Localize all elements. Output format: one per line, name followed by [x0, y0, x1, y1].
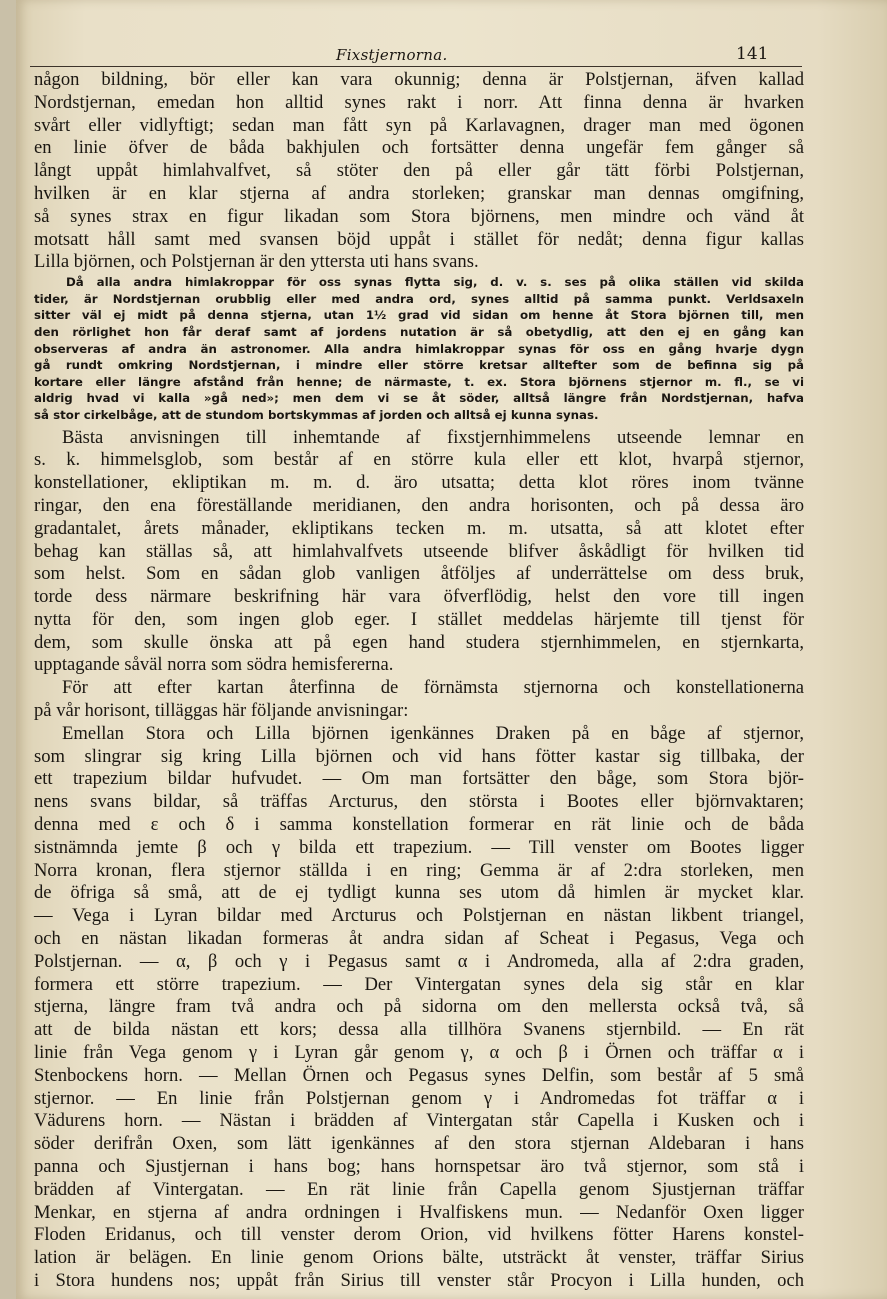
text-line: formera ett större trapezium. — Der Vintergatan synes dela sig står en klar	[34, 973, 804, 995]
text-line: som slingrar sig kring Lilla björnen och vid hans fötter kastar sig tillbaka, der	[34, 745, 804, 767]
paragraph-polstjernan	[34, 69, 804, 274]
text-line: Polstjernan. — α, β och γ i Pegasus samt α i Andromeda, alla af 2:dra graden,	[34, 950, 804, 972]
text-line: så synes strax en figur likadan som Stora björnens, men mindre och vänd åt	[34, 205, 804, 227]
note-line: så stor cirkelbåge, att de stundom bortskymmas af jorden och alltså ej kunna synas.	[34, 407, 599, 422]
text-line: i Stora hundens nos; uppåt från Sirius till venster står Procyon i Lilla hunden, och	[34, 1270, 804, 1291]
book-page	[16, 0, 887, 1299]
header-rule	[30, 66, 802, 67]
text-line: behag kan ställas så, att himlahvalfvets utseende blifver åskådligt för hvilken tid	[34, 540, 804, 562]
text-line: konstellationer, ekliptikan m. m. d. äro utsatta; detta klot röres inom tvänne	[34, 472, 804, 494]
text-line: — Vega i Lyran bildar med Arcturus och Polstjernan en nästan likbent triangel,	[34, 905, 804, 927]
text-line: på vår horisont, tilläggas här följande anvisningar:	[34, 700, 409, 722]
text-line: nytta för den, som ingen glob eger. I stället meddelas härjemte till tjenst för	[34, 608, 804, 630]
text-line: svårt eller vidlyftigt; sedan man fått syn på Karlavagnen, drager man med ögonen	[34, 114, 804, 136]
text-line: lation är belägen. En linie genom Orions bälte, utsträckt åt venster, träffar Sirius	[34, 1247, 804, 1269]
text-line: ringar, den ena föreställande meridianen, den andra horisonten, och på dessa äro	[34, 494, 804, 516]
text-line: motsatt håll samt med svansen böjd uppåt i stället för nedåt; denna figur kallas	[34, 228, 804, 250]
note-line: gå rundt omkring Nordstjernan, i mindre eller större kretsar alltefter som de befinna sig på	[34, 358, 804, 373]
text-line: långt uppåt himlahvalfvet, så stöter den på eller går tätt förbi Polstjernan,	[34, 160, 804, 182]
footnote-block	[34, 274, 804, 423]
note-line: observeras af andra än astronomer. Alla andra himlakroppar synas för oss en gång hvarje dygn	[34, 341, 804, 356]
text-line: torde dess närmare beskrifning här vara öfverflödig, helst den vore till ingen	[34, 586, 804, 608]
text-line: denna med ε och δ i samma konstellation formerar en rät linie och de båda	[34, 814, 804, 836]
text-line: upptagande såväl norra som södra hemisfererna.	[34, 654, 394, 676]
note-line: kortare eller längre afstånd från henne; de närmaste, t. ex. Stora björnens stjernor m. fl., se vi	[34, 374, 804, 389]
page-body	[34, 69, 804, 1293]
text-line: en linie öfver de båda bakhjulen och fortsätter denna ungefär fem gånger så	[34, 137, 804, 159]
text-line: Vädurens horn. — Nästan i brädden af Vintergatan står Capella i Kusken och i	[34, 1110, 804, 1132]
text-line: linie från Vega genom γ i Lyran går genom γ, α och β i Örnen och träffar α i	[34, 1042, 804, 1064]
paragraph-himmelsglob	[34, 427, 804, 678]
page-number: 141	[736, 44, 769, 64]
text-line: Stenbockens horn. — Mellan Örnen och Pegasus synes Delfin, som består af 5 små	[34, 1064, 804, 1086]
note-line: sitter väl ej midt på denna stjerna, utan 1½ grad vid sidan om henne åt Stora björnen till, men	[34, 308, 804, 323]
text-line: och en nästan likadan formeras åt andra sidan af Scheat i Pegasus, Vega och	[34, 928, 804, 950]
text-line: Floden Eridanus, och till venster derom Orion, vid hvilkens fötter Harens konstel-	[34, 1224, 804, 1246]
paragraph-anvisningar-intro	[34, 677, 804, 723]
text-line: att de bilda nästan ett kors; dessa alla tillhöra Svanens stjernbild. — En rät	[34, 1019, 804, 1041]
text-line: gradantalet, årets månader, ekliptikans tecken m. m. utsatta, så att klotet efter	[34, 517, 804, 539]
text-line: nens svans bildar, så träffas Arcturus, den största i Bootes eller björnvaktaren;	[34, 791, 804, 813]
text-line: söder derifrån Oxen, som lätt igenkännes af den stora stjernan Aldebaran i hans	[34, 1133, 804, 1155]
text-line: panna och Sjustjernan i hans bog; hans hornspetsar äro två stjernor, som stå i	[34, 1156, 804, 1178]
paragraph-anvisningar	[34, 723, 804, 1293]
note-line: den rörlighet hon får deraf samt af jordens nutation är så obetydlig, att den ej en gång kan	[34, 324, 804, 339]
text-line: För att efter kartan återfinna de förnämsta stjernorna och konstellationerna	[62, 677, 804, 699]
note-line: aldrig hvad vi kalla »gå ned»; men dem vi se åt söder, alltså längre från Nordstjernan, hafva	[34, 391, 804, 406]
text-line: dem, som skulle önska att på egen hand studera stjernhimmelen, en stjernkarta,	[34, 631, 804, 653]
text-line: Bästa anvisningen till inhemtande af fixstjernhimmelens utseende lemnar en	[62, 426, 804, 448]
text-line: någon bildning, bör eller kan vara okunnig; denna är Polstjernan, äfven kallad	[34, 69, 804, 90]
running-title: Fixstjernorna.	[336, 46, 448, 64]
text-line: Emellan Stora och Lilla björnen igenkännes Draken på en båge af stjernor,	[62, 722, 804, 744]
note-line: tider, är Nordstjernan orubblig eller med andra ord, synes alltid på samma punkt. Verldsaxeln	[34, 291, 804, 306]
text-line: hvilken är en klar stjerna af andra storleken; granskar man dennas omgifning,	[34, 182, 804, 204]
note-line: Då alla andra himlakroppar för oss synas flytta sig, d. v. s. ses på olika ställen vid skilda	[66, 275, 804, 290]
text-line: de öfriga så små, att de ej tydligt kunna ses utom då himlen är mycket klar.	[34, 882, 804, 904]
text-line: stjernor. — En linie från Polstjernan genom γ i Andromedas fot träffar α i	[34, 1087, 804, 1109]
text-line: stjerna, längre fram två andra och på sidorna om den mellersta också två, så	[34, 996, 804, 1018]
text-line: brädden af Vintergatan. — En rät linie från Capella genom Sjustjernan träffar	[34, 1178, 804, 1200]
text-line: s. k. himmelsglob, som består af en större kula eller ett klot, hvarpå stjernor,	[34, 449, 804, 471]
text-line: Menkar, en stjerna af andra ordningen i Hvalfiskens mun. — Nedanför Oxen ligger	[34, 1201, 804, 1223]
text-line: Lilla björnen, och Polstjernan är den yttersta uti hans svans.	[34, 251, 479, 273]
text-line: Nordstjernan, emedan hon alltid synes rakt i norr. Att finna denna är hvarken	[34, 91, 804, 113]
text-line: ett trapezium bildar hufvudet. — Om man fortsätter den båge, som Stora björ-	[34, 768, 804, 790]
text-line: som helst. Som en sådan glob vanligen åtföljes af underrättelse om dess bruk,	[34, 563, 804, 585]
text-line: sistnämnda jemte β och γ bilda ett trapezium. — Till venster om Bootes ligger	[34, 836, 804, 858]
text-line: Norra kronan, flera stjernor ställda i en ring; Gemma är af 2:dra storleken, men	[34, 859, 804, 881]
page-header	[16, 44, 887, 68]
